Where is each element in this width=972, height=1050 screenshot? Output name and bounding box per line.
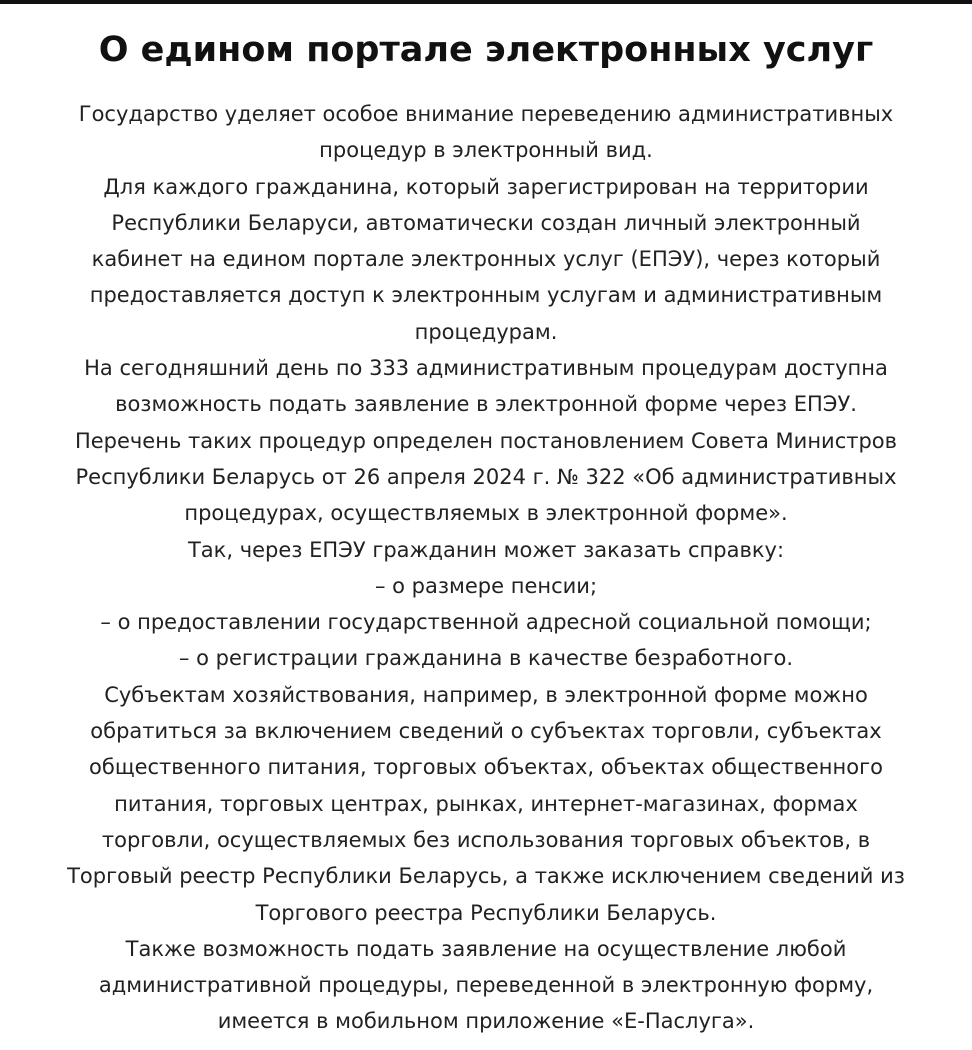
text-line: Торгового реестра Республики Беларусь. xyxy=(255,900,717,925)
text-line: питания, торговых центрах, рынках, интернет-магазинах, формах xyxy=(114,791,858,816)
text-line: Республики Беларусь от 26 апреля 2024 г. № 322 «Об административных xyxy=(75,464,897,489)
text-line: общественного питания, торговых объектах, объектах общественного xyxy=(89,755,883,780)
text-line: Для каждого гражданина, который зарегистрирован на территории xyxy=(103,174,869,199)
text-line: Перечень таких процедур определен постановлением Совета Министров xyxy=(74,428,898,453)
text-line: процедур в электронный вид. xyxy=(319,138,653,163)
text-line: Государство уделяет особое внимание переведению административных xyxy=(78,102,894,126)
page-title: О едином портале электронных услуг xyxy=(98,30,874,70)
article-body xyxy=(14,96,958,1040)
list-item: – о предоставлении государственной адресной социальной помощи; xyxy=(100,610,872,635)
list-item: – о регистрации гражданина в качестве безработного. xyxy=(178,646,794,671)
text-line: Также возможность подать заявление на осуществление любой xyxy=(125,936,847,961)
text-line: процедурах, осуществляемых в электронной форме». xyxy=(184,501,788,526)
text-line: имеется в мобильном приложение «Е-Паслуга». xyxy=(217,1009,755,1034)
text-line: обратиться за включением сведений о субъектах торговли, субъектах xyxy=(90,719,882,744)
list-item: – о размере пенсии; xyxy=(374,573,598,598)
text-line: предоставляется доступ к электронным услугам и административным xyxy=(89,283,883,308)
text-line: кабинет на едином портале электронных услуг (ЕПЭУ), через который xyxy=(91,247,881,272)
text-line: Субъектам хозяйствования, например, в электронной форме можно xyxy=(104,682,868,707)
text-line: Так, через ЕПЭУ гражданин может заказать справку: xyxy=(187,537,785,562)
text-line: административной процедуры, переведенной в электронную форму, xyxy=(98,973,874,998)
text-line: На сегодняшний день по 333 административным процедурам доступна xyxy=(84,356,888,381)
text-line: Торговый реестр Республики Беларусь, а также исключением сведений из xyxy=(67,864,905,889)
text-line: процедурам. xyxy=(414,319,558,344)
text-line: возможность подать заявление в электронной форме через ЕПЭУ. xyxy=(115,392,857,417)
text-line: торговли, осуществляемых без использования торговых объектов, в xyxy=(101,827,871,852)
text-line: Республики Беларуси, автоматически создан личный электронный xyxy=(111,210,861,235)
